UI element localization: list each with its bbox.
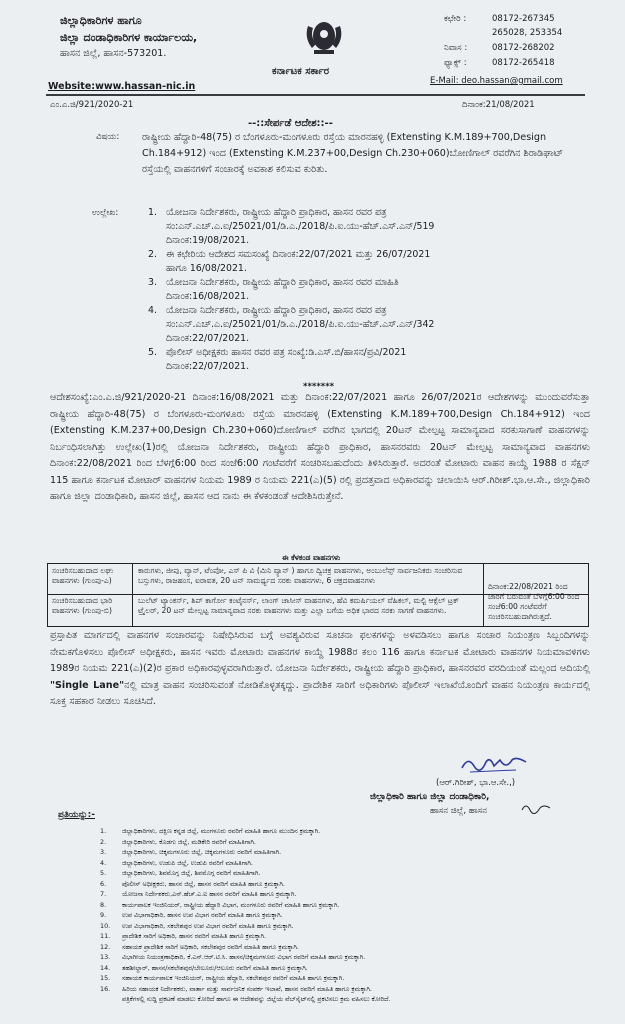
- residence-phone: 08172-268202: [492, 43, 555, 53]
- signatory-name: (ಆರ್.ಗಿರೀಶ್, ಭಾ.ಆ.ಸೇ.,): [436, 778, 516, 788]
- group-a-description: ಕಾರುಗಳು, ಜೀಪು, ವ್ಯಾನ್, ಟೆಂಪೋ, ಎಸ್ ಪಿ ವಿ (ಮಿನಿ ವ್ಯಾನ್ ) ಹಾಗೂ ದ್ವಿಚಕ್ರ ವಾಹನಗಳು, ಅಂಬುಲೆನ್ಸ್ ಸಾರ್ವಜನಿಕರು ಸಂಚರಿಸುವ ಬಸ್ಸುಗಳು, ರಾಜಹಂಸ, ಐರಾವತ, 20 ಟನ್ ಸಾಮರ್ಥ್ಯದ ಸರಕು ವಾಹನಗಳು, 6 ಚಕ್ರದವಾಹನಗಳು: [138, 566, 463, 585]
- order-date: ದಿನಾಂಕ:21/08/2021: [462, 100, 535, 110]
- copy-recipient: [100, 973, 600, 984]
- reference-number-label: 4.: [148, 305, 157, 316]
- copy-number: 14.: [100, 963, 111, 972]
- copy-recipient: [100, 868, 600, 879]
- copy-recipient: [100, 847, 600, 858]
- signatory-place: ಹಾಸನ ಜಿಲ್ಲೆ, ಹಾಸನ: [430, 806, 487, 816]
- copy-recipient: [100, 826, 600, 837]
- copy-recipient: [100, 931, 600, 942]
- reference-item: [148, 206, 588, 248]
- reference-item: [148, 248, 588, 276]
- single-lane-text: "Single Lane": [50, 679, 125, 691]
- reference-item: [148, 304, 588, 346]
- copy-number: 6.: [100, 879, 107, 888]
- separator: *******: [303, 382, 335, 392]
- copy-text: ಪೊಲೀಸ್ ಅಧೀಕ್ಷಕರು, ಹಾಸನ ಜಿಲ್ಲೆ, ಹಾಸನ ರವರಿಗೆ ಮಾಹಿತಿ ಹಾಗೂ ಕ್ರಮಕ್ಕಾಗಿ.: [122, 879, 285, 888]
- copy-number: 12.: [100, 942, 111, 951]
- copy-number: 8.: [100, 900, 107, 909]
- copy-number: 16.: [100, 984, 111, 993]
- email-link[interactable]: E-Mail: deo.hassan@gmail.com: [430, 76, 563, 86]
- copy-text: ಜಿಲ್ಲಾಧಿಕಾರಿಗಳು, ದಕ್ಷಿಣ ಕನ್ನಡ ಜಿಲ್ಲೆ, ಮಂಗಳೂರು ರವರಿಗೆ ಮಾಹಿತಿ ಹಾಗೂ ಮುಂದಿನ ಕ್ರಮಕ್ಕಾಗಿ.: [122, 827, 321, 835]
- reference-line: ಪೊಲೀಸ್ ಅಧೀಕ್ಷಕರು ಹಾಸನ ರವರ ಪತ್ರ ಸಂಖ್ಯೆ:ಡಿ.ಎಸ್.ಬಿ/ಹಾಸನ/ಪ್ರವಿ/2021: [166, 347, 407, 358]
- vehicles-table-caption: ಈ ಕೆಳಕಂಡ ವಾಹನಗಳು: [282, 553, 341, 562]
- office-name-line2: ಜಿಲ್ಲಾ ದಂಡಾಧಿಕಾರಿಗಳ ಕಾರ್ಯಾಲಯ,: [60, 31, 198, 44]
- copy-text: ತಹಶೀಲ್ದಾರ್, ಹಾಸನ/ಸಕಲೇಶಪುರ/ಬೇಲೂರು/ಆಲೂರು ರವರಿಗೆ ಮಾಹಿತಿ ಹಾಗೂ ಕ್ರಮಕ್ಕಾಗಿ.: [122, 963, 308, 972]
- copy-number: 13.: [100, 953, 111, 961]
- copy-text: ಜಿಲ್ಲಾಧಿಕಾರಿಗಳು, ಉಡುಪಿ ಜಿಲ್ಲೆ, ಉಡುಪಿ ರವರಿಗೆ ಮಾಹಿತಿಗಾಗಿ.: [122, 858, 253, 867]
- copy-text: ಕಾರ್ಯಪಾಲಕ ಇಂಜಿನಿಯರ್, ರಾಷ್ಟ್ರೀಯ ಹೆದ್ದಾರಿ ವಿಭಾಗ, ಮಂಗಳೂರು ರವರಿಗೆ ಮಾಹಿತಿ ಹಾಗೂ ಕ್ರಮಕ್ಕಾಗಿ.: [122, 900, 340, 909]
- copy-number: 4.: [100, 858, 107, 867]
- website-link[interactable]: Website:www.hassan-nic.in: [48, 81, 196, 92]
- reference-line: ಯೋಜನಾ ನಿರ್ದೇಶಕರು, ರಾಷ್ಟ್ರೀಯ ಹೆದ್ದಾರಿ ಪ್ರಾಧಿಕಾರ, ಹಾಸನ ರವರ ಪತ್ರ: [166, 305, 387, 316]
- initials-icon: [520, 800, 552, 814]
- reference-line: ದಿನಾಂಕ:22/07/2021.: [166, 361, 250, 372]
- office-phone-1: 08172-267345: [492, 14, 555, 24]
- copy-recipient: [100, 879, 600, 890]
- copy-recipient: [100, 858, 600, 869]
- signature-icon: [460, 752, 530, 774]
- copy-recipient: [100, 942, 600, 953]
- group-b-description: ಬುಲೆಟ್ ಟ್ಯಾಂಕರ್ಸ್, ಶಿಪ್ ಕಾರ್ಗೋ ಕಂಟೈನರ್ಸ್, ಲಾಂಗ್ ಚಾಸೀಸ್ ವಾಹನಗಳು, ಹೆವಿ ಕಮರ್ಷಿಯಲ್ ವೆಹಿಕಲ್, ಮಲ್ಟಿ ಆಕ್ಸೆಲ್ ಟ್ರಕ್ ಟ್ರೈಲರ್, 20 ಟನ್ ಮೇಲ್ಪಟ್ಟ ಸಾಮಾನ್ಯವಾದ ಸರಕು ವಾಹನಗಳು ಮತ್ತು ಎಲ್ಲಾ ಬಗೆಯ ಅಧಿಕ ಭಾರದ ಸರಕು ಸಾಗಣೆ ವಾಹನಗಳು.: [138, 596, 459, 615]
- reference-number-label: 3.: [148, 277, 157, 288]
- copy-text: ಉಪ ವಿಭಾಗಾಧಿಕಾರಿ, ಸಕಲೇಶಪುರ ಉಪ ವಿಭಾಗ ರವರಿಗೆ ಮಾಹಿತಿ ಹಾಗೂ ಕ್ರಮಕ್ಕಾಗಿ.: [122, 921, 294, 930]
- order-paragraph-2: [50, 628, 590, 711]
- reference-line: ಹಾಗೂ 16/08/2021.: [166, 263, 247, 274]
- subject-text: ರಾಷ್ಟ್ರೀಯ ಹೆದ್ದಾರಿ-48(75) ರ ಬೆಂಗಳೂರು-ಮಂಗಳೂರು ರಸ್ತೆಯ ಮಾರನಹಳ್ಳಿ (Extensting K.M.189+700,Design Ch.184+912) ಇಂದ (Extensting K.M.237+00,Design Ch.230+060)ಬೋಣಿಗಾಲ್ ರವರೆಗಿನ ಶಿರಾಡಿಘಾಟ್ ರಸ್ತೆಯಲ್ಲಿ ವಾಹನಗಳಿಗೆ ಸಂಚಾರಕ್ಕೆ ಅವಕಾಶ ಕಲಿಸುವ ಕುರಿತು.: [142, 132, 564, 175]
- group-b-label: ಸಂಚರಿಸಬಹುದಾದ ಭಾರಿ ವಾಹನಗಳು (ಗುಂಪು-ಬಿ): [52, 596, 113, 615]
- reference-line: ಯೋಜನಾ ನಿರ್ದೇಶಕರು, ರಾಷ್ಟ್ರೀಯ ಹೆದ್ದಾರಿ ಪ್ರಾಧಿಕಾರ, ಹಾಸನ ರವರ ಪತ್ರ: [166, 207, 387, 218]
- copy-number: 11.: [100, 932, 111, 940]
- reference-number-label: 5.: [148, 347, 157, 358]
- copy-text: ಪತ್ರಿಕೆಗಳಲ್ಲಿ ಸುದ್ದಿ ಪ್ರಕಟಣೆ ಮಾಡಲು ಕೋರಿದೆ ಹಾಗೂ ಈ ಆದೇಶವನ್ನು ಜಿಲ್ಲೆಯ ವೆಬ್‌ಸೈಟ್‌ನಲ್ಲಿ ಪ್ರಕಟಿಸಲು ಕ್ರಮ ವಹಿಸಲು ಕೋರಿದೆ.: [122, 995, 391, 1003]
- residence-phone-label: ನಿವಾಸ :: [444, 43, 468, 53]
- copy-number: 10.: [100, 921, 111, 930]
- copy-text: ಜಿಲ್ಲಾಧಿಕಾರಿಗಳು, ಶಿವಮೊಗ್ಗ ಜಿಲ್ಲೆ, ಶಿವಮೊಗ್ಗ ರವರಿಗೆ ಮಾಹಿತಿಗಾಗಿ.: [122, 869, 261, 877]
- copy-recipient: [100, 889, 600, 900]
- reference-number-label: 2.: [148, 249, 157, 260]
- reference-line: ದಿನಾಂಕ:22/07/2021.: [166, 333, 250, 344]
- copy-recipient: [100, 994, 600, 1005]
- copy-number: 15.: [100, 974, 111, 982]
- office-phone-label: ಕಛೇರಿ :: [444, 14, 467, 24]
- copy-text: ಹಿರಿಯ ಸಹಾಯಕ ನಿರ್ದೇಶಕರು, ವಾರ್ತಾ ಮತ್ತು ಸಾರ್ವಜನಿಕ ಸಂಪರ್ಕ ಇಲಾಖೆ, ಹಾಸನ ರವರಿಗೆ ಮಾಹಿತಿ ಹಾಗೂ ಕ್ರಮಕ್ಕಾಗಿ.: [122, 984, 372, 993]
- reference-line: ಸಂ:ಎನ್.ಎಚ್.ಎ.ಐ/25021/01/ಡಿ.ಎ./2018/ಪಿ.ಐ.ಯು-ಹೆಚ್.ಎಸ್.ಎನ್/342: [166, 319, 435, 330]
- karnataka-emblem-icon: [300, 14, 348, 56]
- copy-text: ಜಿಲ್ಲಾಧಿಕಾರಿಗಳು, ಚಿಕ್ಕಮಗಳೂರು ಜಿಲ್ಲೆ, ಚಿಕ್ಕಮಗಳೂರು ರವರಿಗೆ ಮಾಹಿತಿಗಾಗಿ.: [122, 848, 282, 856]
- office-name-line1: ಜಿಲ್ಲಾಧಿಕಾರಿಗಳ ಹಾಗೂ: [60, 14, 142, 27]
- copy-recipient: [100, 952, 600, 963]
- copy-text: ಜಿಲ್ಲಾಧಿಕಾರಿಗಳು, ಕೊಡಗು ಜಿಲ್ಲೆ, ಮಡಿಕೇರಿ ರವರಿಗೆ ಮಾಹಿತಿಗಾಗಿ.: [122, 837, 256, 846]
- paragraph-2-part-a: ಪ್ರಸ್ತಾಪಿತ ಮಾರ್ಗದಲ್ಲಿ ವಾಹನಗಳ ಸಂಚಾರವನ್ನು ನಿಷೇಧಿಸಿರುವ ಬಗ್ಗೆ ಅವಶ್ಯವಿರುವ ಸೂಚನಾ ಫಲಕಗಳನ್ನು ಅಳವಡಿಸಲು ಹಾಗೂ ಸಂಚಾರ ನಿಯಂತ್ರಣ ಸಿಬ್ಬಂದಿಗಳನ್ನು ನೇಮಕಗೊಳಿಸಲು ಪೊಲೀಸ್ ಅಧೀಕ್ಷಕರು, ಹಾಸನ ಇವರು ಮೋಟಾರು ವಾಹನಗಳ ಕಾಯ್ದೆ 1988ರ ಕಲಂ 116 ಹಾಗೂ ಕರ್ನಾಟಕ ಮೋಟಾರು ವಾಹನಗಳ ನಿಯಮಾವಳಿಗಳು 1989ರ ನಿಯಮ 221(ಎ)(2)ರ ಪ್ರಕಾರ ಅಧಿಕಾರವುಳ್ಳವರಾಗಿರುತ್ತಾರೆ. ಯೋಜನಾ ನಿರ್ದೇಶಕರು, ರಾಷ್ಟ್ರೀಯ ಹೆದ್ದಾರಿ ಪ್ರಾಧಿಕಾರ, ಹಾಸನರವರ ವರದಿಯಂತೆ ಮಲ್ಲಂದ ಆದಿಯಲ್ಲಿ: [50, 630, 590, 674]
- copy-recipient: [100, 963, 600, 974]
- reference-item: [148, 346, 588, 374]
- reference-number-label: 1.: [148, 207, 157, 218]
- copy-text: ಸಹಾಯಕ ಕಾರ್ಯಪಾಲಕ ಇಂಜಿನಿಯರ್, ರಾಷ್ಟ್ರೀಯ ಹೆದ್ದಾರಿ, ಸಕಲೇಶಪುರ ರವರಿಗೆ ಮಾಹಿತಿ ಹಾಗೂ ಕ್ರಮಕ್ಕಾಗಿ.: [122, 974, 345, 982]
- references-label: ಉಲ್ಲೇಖ:: [92, 208, 119, 218]
- order-paragraph-1: ಆದೇಶಸಂಖ್ಯೆ:ಎಂ.ಎ.ಜಿ/921/2020-21 ದಿನಾಂಕ:16/08/2021 ಮತ್ತು ದಿನಾಂಕ:22/07/2021 ಹಾಗೂ 26/07/2021ರ ಆದೇಶಗಳನ್ನು ಮುಂದುವರೆಸುತ್ತಾ ರಾಷ್ಟ್ರೀಯ ಹೆದ್ದಾರಿ-48(75) ರ ಬೆಂಗಳೂರು-ಮಂಗಳೂರು ರಸ್ತೆಯ ಮಾರನಹಳ್ಳಿ (Extensting K.M.189+700,Design Ch.184+912) ಇಂದ (Extensting K.M.237+00,Design Ch.230+060)ದೋಣಿಗಾಲ್ ವರೆಗಿನ ಭಾಗದಲ್ಲಿ 20ಟನ್ ಮೇಲ್ಪಟ್ಟ ಸಾಮಾನ್ಯವಾದ ಸರಕುಸಾಗಾಣೆ ವಾಹನಗಳನ್ನು ನಿರ್ಬಂಧಿಸಲಾಗಿತ್ತು ಉಲ್ಲೇಖ(1)ರಲ್ಲಿ ಯೋಜನಾ ನಿರ್ದೇಶಕರು, ರಾಷ್ಟ್ರೀಯ ಹೆದ್ದಾರಿ ಪ್ರಾಧಿಕಾರ, ಹಾಸನರವರು 20ಟನ್ ಮೇಲ್ಪಟ್ಟ ಸಾಮಾನ್ಯವಾದ ವಾಹನಗಳು ದಿನಾಂಕ:22/08/2021 ರಿಂದ ಬೆಳಗ್ಗೆ6:00 ರಿಂದ ಸಂಜೆ6:00 ಗಂಟೆವರೆಗೆ ಸಂಚರಿಸಬಹುದೆಂದು ತಿಳಿಸಿರುತ್ತಾರೆ. ಅದರಂತೆ ಮೋಟಾರು ವಾಹನ ಕಾಯ್ದೆ 1988 ರ ಸೆಕ್ಷನ್ 115 ಹಾಗೂ ಕರ್ನಾಟಕ ಮೋಟಾರ್ ವಾಹನಗಳ ನಿಯಮ 1989 ರ ನಿಯಮ 221(ಎ)(5) ರಲ್ಲಿ ಪ್ರದತ್ತವಾದ ಅಧಿಕಾರವನ್ನು ಚಲಾಯಿಸಿ ಆರ್.ಗಿರೀಶ್.ಭಾ.ಆ.ಸೇ., ಜಿಲ್ಲಾಧಿಕಾರಿ ಹಾಗೂ ಜಿಲ್ಲಾ ದಂಡಾಧಿಕಾರಿ, ಹಾಸನ ಜಿಲ್ಲೆ, ಹಾಸನ ಆದ ನಾನು ಈ ಕೆಳಕಂಡಂತೆ ಆದೇಶಿಸಿರುತ್ತೇನೆ.: [50, 392, 590, 502]
- copy-text: ಯೋಜನಾ ನಿರ್ದೇಶಕರು,ಎನ್.ಹೆಚ್.ಎ.ಐ ಹಾಸನ ರವರಿಗೆ ಮಾಹಿತಿ ಹಾಗೂ ಕ್ರಮಕ್ಕಾಗಿ.: [122, 890, 297, 898]
- copy-number: 7.: [100, 890, 107, 898]
- office-phone-2: 265028, 253354: [492, 28, 563, 38]
- reference-line: ಯೋಜನಾ ನಿರ್ದೇಶಕರು, ರಾಷ್ಟ್ರೀಯ ಹೆದ್ದಾರಿ ಪ್ರಾಧಿಕಾರ, ಹಾಸನ ರವರ ಮಾಹಿತಿ: [166, 277, 399, 288]
- office-address: ಹಾಸನ ಜಿಲ್ಲೆ, ಹಾಸನ-573201.: [60, 48, 167, 59]
- copy-number: 5.: [100, 869, 107, 877]
- reference-number: ಎಂ.ಎ.ಜಿ/921/2020-21: [50, 100, 134, 110]
- paragraph-2-part-b: ನಲ್ಲಿ ಮಾತ್ರ ವಾಹನ ಸಂಚರಿಸುವಂತೆ ನೋಡಿಕೊಳ್ಳತಕ್ಕದ್ದು. ಪ್ರಾದೇಶಿಕ ಸಾರಿಗೆ ಅಧಿಕಾರಿಗಳು ಪೊಲೀಸ್ ಇಲಾಖೆಯೊಂದಿಗೆ ವಾಹನ ನಿಯಂತ್ರಣ ಕಾರ್ಯದಲ್ಲಿ ಸೂಕ್ತ ಸಹಕಾರ ನೀಡಲು ಸೂಚಿಸಿದೆ.: [50, 679, 591, 707]
- copy-number: 1.: [100, 827, 107, 835]
- fax-label: ಫ್ಯಾಕ್ಸ್ :: [444, 58, 467, 68]
- copy-number: 9.: [100, 911, 107, 919]
- fax-number: 08172-265418: [492, 58, 555, 68]
- copy-recipient: [100, 921, 600, 932]
- copy-recipient: [100, 900, 600, 911]
- references-list: [148, 206, 588, 374]
- copy-recipient: [100, 984, 600, 995]
- copy-recipient: [100, 837, 600, 848]
- government-name: ಕರ್ನಾಟಕ ಸರ್ಕಾರ: [272, 66, 330, 77]
- signatory-designation: ಜಿಲ್ಲಾಧಿಕಾರಿ ಹಾಗೂ ಜಿಲ್ಲಾ ದಂಡಾಧಿಕಾರಿ,: [370, 792, 490, 802]
- copy-number: 2.: [100, 837, 107, 846]
- copy-text: ಪ್ರಾದೇಶಿಕ ಸಾರಿಗೆ ಅಧಿಕಾರಿ, ಹಾಸನ ರವರಿಗೆ ಮಾಹಿತಿ ಹಾಗೂ ಕ್ರಮಕ್ಕಾಗಿ.: [122, 932, 267, 940]
- header-divider: [46, 94, 585, 96]
- copy-number: 3.: [100, 848, 107, 856]
- vehicles-table: [47, 563, 589, 627]
- group-a-label: ಸಂಚರಿಸಬಹುದಾದ ಲಘು ವಾಹನಗಳು (ಗುಂಪು-ಎ): [52, 566, 114, 585]
- reference-line: ದಿನಾಂಕ:19/08/2021.: [166, 235, 250, 246]
- reference-line: ದಿನಾಂಕ:16/08/2021.: [166, 291, 250, 302]
- reference-line: ಈ ಕಛೇರಿಯ ಆದೇಶದ ಸಮಸಂಖ್ಯೆ ದಿನಾಂಕ:22/07/2021 ಮತ್ತು 26/07/2021: [166, 249, 431, 260]
- copy-text: ವಿಭಾಗೀಯ ನಿಯಂತ್ರಣಾಧಿಕಾರಿ, ಕೆ.ಎಸ್.ಆರ್.ಟಿ.ಸಿ. ಹಾಸನ/ಚಿಕ್ಕಮಗಳೂರು ವಿಭಾಗ ರವರಿಗೆ ಮಾಹಿತಿ ಹಾಗೂ ಕ್ರಮಕ್ಕಾಗಿ.: [122, 953, 366, 961]
- copies-list: [100, 826, 600, 1005]
- subject-label: ವಿಷಯ:: [96, 132, 120, 142]
- order-title: --::ಸೇರ್ಪಡೆ ಆದೇಶ::--: [248, 118, 333, 129]
- reference-line: ಸಂ:ಎನ್.ಎಚ್.ಎ.ಐ/25021/01/ಡಿ.ಎ./2018/ಪಿ.ಐ.ಯು-ಹೆಚ್.ಎಸ್.ಎನ್/519: [166, 221, 435, 232]
- reference-item: [148, 276, 588, 304]
- copy-recipient: [100, 910, 600, 921]
- timing-cell: ದಿನಾಂಕ:22/08/2021 ರಿಂದ ಜಾರಿಗೆ ಬರುವಂತೆ ಬೆಳಗ್ಗೆ6:00 ರಿಂದ ಸಂಜೆ6:00 ಗಂಟೆವರೆಗೆ ಸಂಚರಿಸಬಹುದಾಗಿರುತ್ತದೆ.: [488, 582, 580, 621]
- copy-text: ಸಹಾಯಕ ಪ್ರಾದೇಶಿಕ ಸಾರಿಗೆ ಅಧಿಕಾರಿ, ಸಕಲೇಶಪುರ ರವರಿಗೆ ಮಾಹಿತಿ ಹಾಗೂ ಕ್ರಮಕ್ಕಾಗಿ.: [122, 942, 299, 951]
- copy-text: ಉಪ ವಿಭಾಗಾಧಿಕಾರಿ, ಹಾಸನ ಉಪ ವಿಭಾಗ ರವರಿಗೆ ಮಾಹಿತಿ ಹಾಗೂ ಕ್ರಮಕ್ಕಾಗಿ.: [122, 911, 283, 919]
- copies-label: ಪ್ರತಿಯನ್ನು:-: [58, 810, 95, 820]
